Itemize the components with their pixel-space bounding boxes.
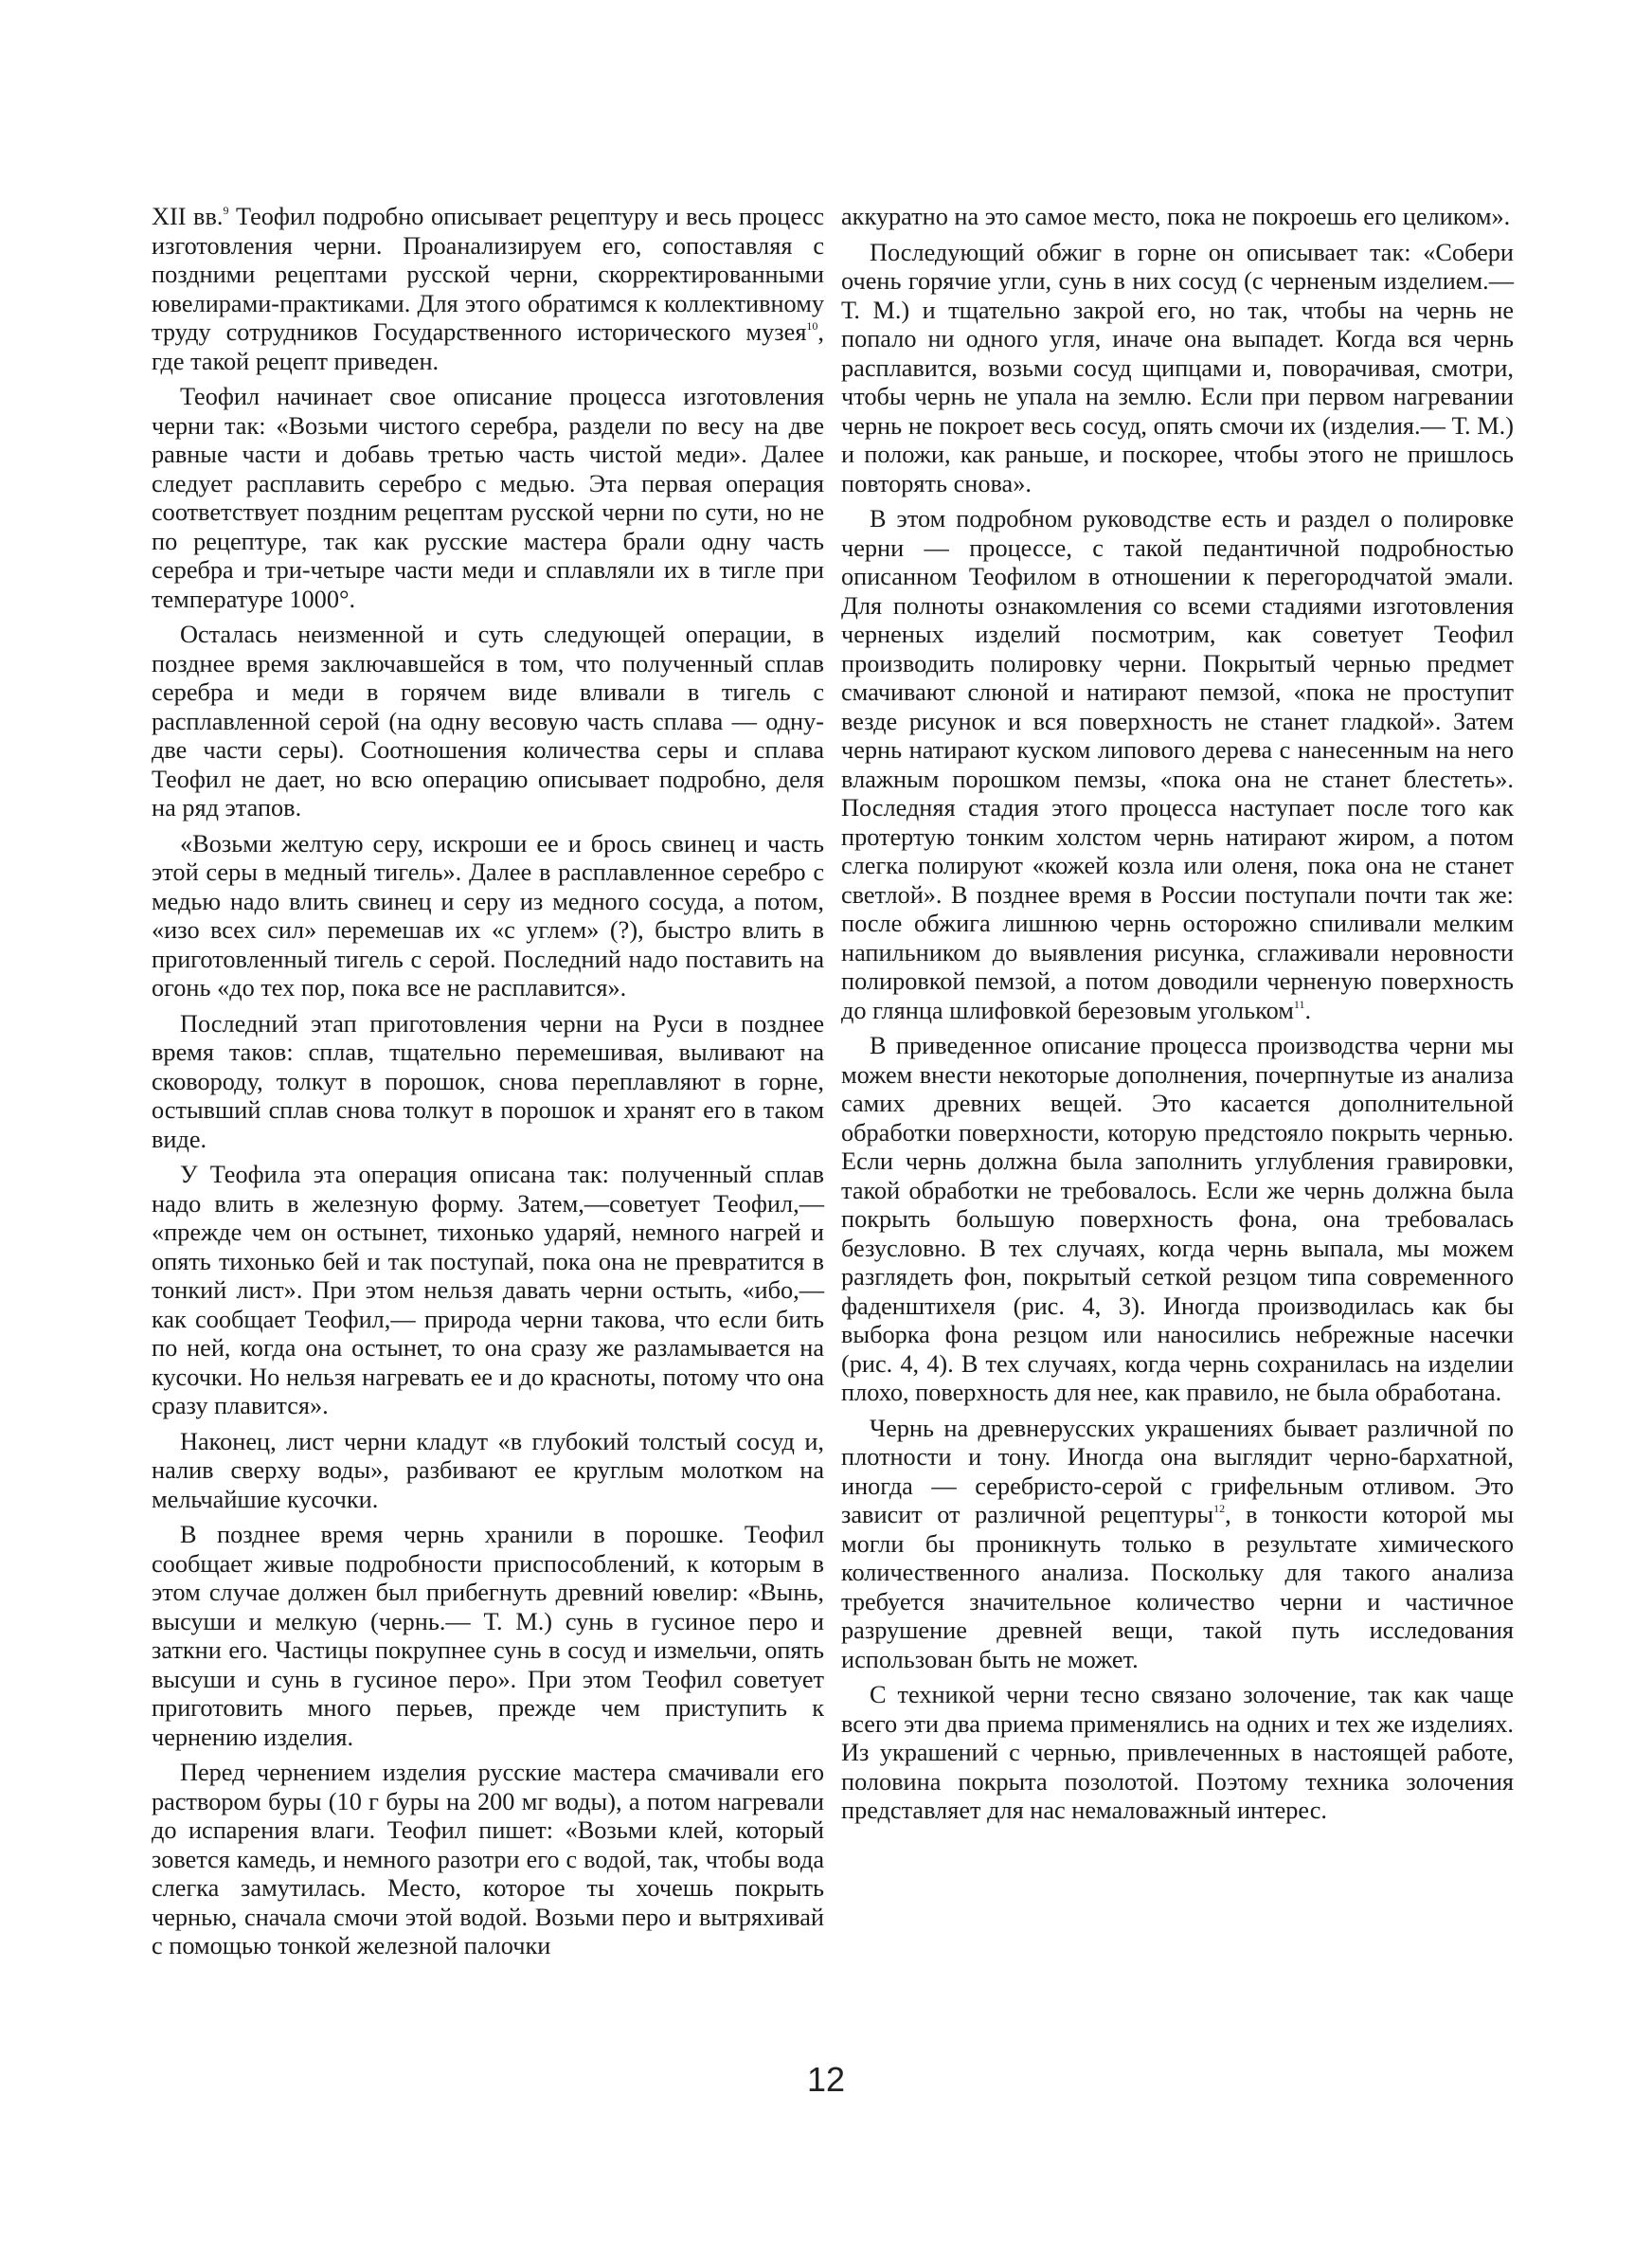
footnote-ref: 9 [223,204,229,217]
paragraph: Последний этап приготовления черни на Руси в позднее время таков: сплав, тщательно перемешивая, выливают на сковороду, толкут в порошок, снова переплавляют в горне, остывший сплав снова толкут в порошок и хранят его в таком виде. [152,1009,824,1153]
paragraph: «Возьми желтую серу, искроши ее и брось свинец и часть этой серы в медный тигель». Далее в расплавленное серебро с медью надо влить свинец и серу из медного сосуда, а потом, «изо всех сил» перемешав их «с углем» (?), быстро влить в приготовленный тигель с серой. Последний надо поставить на огонь «до тех пор, пока все не расплавится». [152,829,824,1002]
right-text-column [841,203,1514,1826]
footnote-ref: 12 [1213,1502,1226,1515]
paragraph: В этом подробном руководстве есть и раздел о полировке черни — процессе, с такой педантичной подробностью описанном Теофилом в отношении к перегородчатой эмали. Для полноты ознакомления со всеми стадиями изготовления черненых изделий посмотрим, как советует Теофил производить полировку черни. Покрытый чернью предмет смачивают слюной и натирают пемзой, «пока не проступит везде рисунок и вся поверхность не станет гладкой». Затем чернь натирают куском липового дерева с нанесенным на него влажным порошком пемзы, «пока она не станет блестеть». Последняя стадия этого процесса наступает после того как протертую тонким холстом чернь натирают жиром, а потом слегка полируют «кожей козла или оленя, пока она не станет светлой». В позднее время в России поступали почти так же: после обжига лишнюю чернь осторожно спиливали мелким напильником до выявления рисунка, сглаживали неровности полировкой пемзой, а потом доводили черненую поверхность до глянца шлифовкой березовым угольком$^{11}$. [841,505,1514,1024]
footnote-ref: 11 [1293,997,1305,1011]
paragraph: Теофил начинает свое описание процесса изготовления черни так: «Возьми чистого серебра, раздели по весу на две равные части и добавь третью часть чистой меди». Далее следует расплавить серебро с медью. Эта первая операция соответствует поздним рецептам русской черни по сути, но не по рецептуре, так как русские мастера брали одну часть серебра и три-четыре части меди и сплавляли их в тигле при температуре 1000°. [152,383,824,613]
left-text-column [152,203,824,1961]
paragraph: Наконец, лист черни кладут «в глубокий толстый сосуд и, налив сверху воды», разбивают ее круглым молотком на мельчайшие кусочки. [152,1427,824,1513]
paragraph: Чернь на древнерусских украшениях бывает различной по плотности и тону. Иногда она выглядит черно-бархатной, иногда — серебристо-серой с грифельным отливом. Это зависит от различной рецептуры$^{12}$, в тонкости которой мы могли бы проникнуть только в результате химического количественного анализа. Поскольку для такого анализа требуется значительное количество черни и частичное разрушение древней вещи, такой путь исследования использован быть не может. [841,1414,1514,1673]
paragraph: аккуратно на это самое место, пока не покроешь его целиком». [841,203,1511,230]
paragraph: Последующий обжиг в горне он описывает так: «Собери очень горячие угли, сунь в них сосуд (с черненым изделием.— Т. М.) и тщательно закрой его, но так, чтобы на чернь не попало ни одного угля, иначе она выпадет. Когда вся чернь расплавится, возьми сосуд щипцами и, поворачивая, смотри, чтобы чернь не упала на землю. Если при первом нагревании чернь не покроет весь сосуд, опять смочи их (изделия.— Т. М.) и положи, как раньше, и поскорее, чтобы этого не пришлось повторять снова». [841,238,1514,497]
paragraph: Осталась неизменной и суть следующей операции, в позднее время заключавшейся в том, что полученный сплав серебра и меди в горячем виде вливали в тигель с расплавленной серой (на одну весовую часть сплава — одну-две части серы). Соотношения количества серы и сплава Теофил не дает, но всю операцию описывает подробно, деля на ряд этапов. [152,621,824,822]
page-number: 12 [806,2060,846,2099]
paragraph: С техникой черни тесно связано золочение, так как чаще всего эти два приема применялись на одних и тех же изделиях. Из украшений с чернью, привлеченных в настоящей работе, половина покрыта позолотой. Поэтому техника золочения представляет для нас немаловажный интерес. [841,1681,1514,1824]
footnote-ref: 10 [806,319,818,333]
paragraph: XII вв.$^9$ Теофил подробно описывает рецептуру и весь процесс изготовления черни. Проанализируем его, сопоставляя с поздними рецептами русской черни, скорректированными ювелирами-практиками. Для этого обратимся к коллективному труду сотрудников Государственного исторического музея$^{10}$, где такой рецепт приведен. [152,203,824,375]
paragraph: Перед чернением изделия русские мастера смачивали его раствором буры (10 г буры на 200 мг воды), а потом нагревали до испарения влаги. Теофил пишет: «Возьми клей, который зовется камедь, и немного разотри его с водой, так, чтобы вода слегка замутилась. Место, которое ты хочешь покрыть чернью, сначала смочи этой водой. Возьми перо и вытряхивай с помощью тонкой железной палочки [152,1759,824,1959]
paragraph: В приведенное описание процесса производства черни мы можем внести некоторые дополнения, почерпнутые из анализа самих древних вещей. Это касается дополнительной обработки поверхности, которую предстояло покрыть чернью. Если чернь должна была заполнить углубления гравировки, такой обработки не требовалось. Если же чернь должна была покрыть большую поверхность фона, она требовалась безусловно. В тех случаях, когда чернь выпала, мы можем разглядеть фон, покрытый сеткой резцом типа современного фаденштихеля (рис. 4, 3). Иногда производилась как бы выборка фона резцом или наносились небрежные насечки (рис. 4, 4). В тех случаях, когда чернь сохранилась на изделии плохо, поверхность для нее, как правило, не была обработана. [841,1032,1514,1406]
paragraph: В позднее время чернь хранили в порошке. Теофил сообщает живые подробности приспособлений, к которым в этом случае должен был прибегнуть древний ювелир: «Вынь, высуши и мелкую (чернь.— Т. М.) сунь в гусиное перо и заткни его. Частицы покрупнее сунь в сосуд и измельчи, опять высуши и сунь в гусиное перо». При этом Теофил советует приготовить много перьев, прежде чем приступить к чернению изделия. [152,1521,824,1751]
paragraph: У Теофила эта операция описана так: полученный сплав надо влить в железную форму. Затем,—советует Теофил,— «прежде чем он остынет, тихонько ударяй, немного нагрей и опять тихонько бей и так поступай, пока она не превратится в тонкий лист». При этом нельзя давать черни остыть, «ибо,— как сообщает Теофил,— природа черни такова, что если бить по ней, когда она остынет, то она сразу же разламывается на кусочки. Но нельзя нагревать ее и до красноты, потому что она сразу плавится». [152,1161,824,1419]
